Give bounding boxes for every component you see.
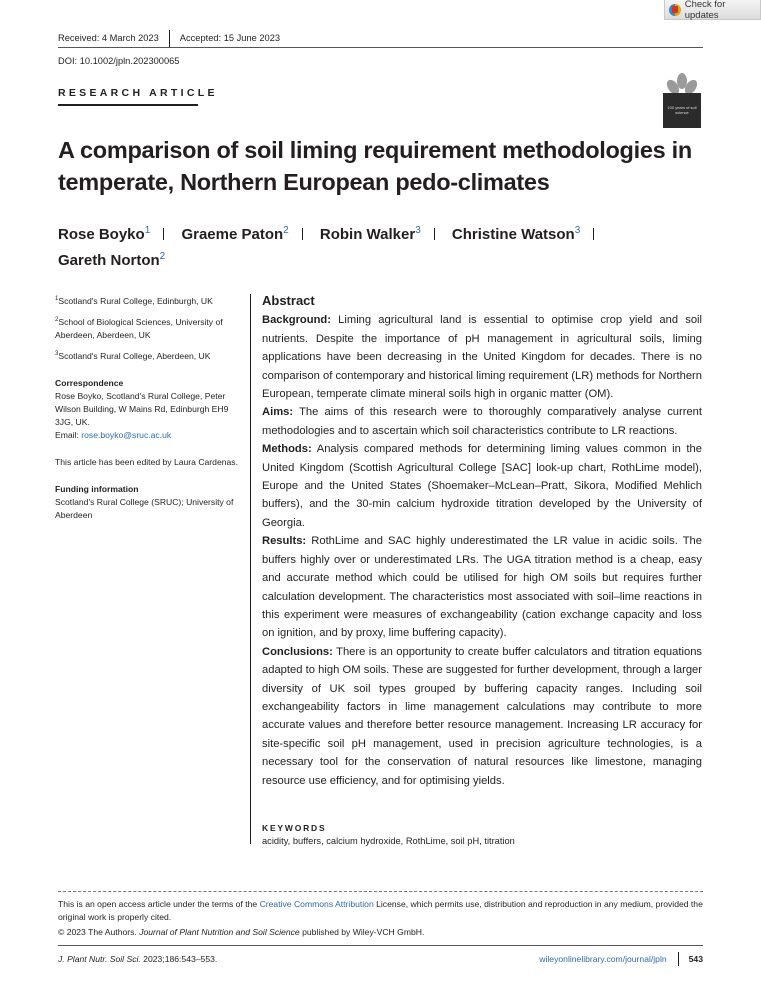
abstract <box>262 292 702 790</box>
copyright: © 2023 The Authors. Journal of Plant Nutrition and Soil Science published by Wiley-VCH GmbH. <box>58 927 425 937</box>
author[interactable]: Christine Watson$^3$ <box>451 225 581 243</box>
header-rule <box>58 47 703 48</box>
keywords <box>262 823 702 846</box>
abstract-methods: Methods: Analysis compared methods for determining liming values common in the United Kingdom (Scottish Agricultural College [SAC] look-up chart, RothLime model), Europe and the United States (Shoemaker–McLean–Pratt, Sikora, Modified Mehlich buffers), and the 30-min calcium hydroxide titration developed by the University of Georgia. <box>262 443 702 529</box>
affiliation: $^2$School of Biological Sciences, University of Aberdeen, Aberdeen, UK <box>55 316 223 340</box>
email-label: Email: <box>55 429 82 440</box>
keywords-heading: KEYWORDS <box>262 823 327 833</box>
abstract-heading: Abstract <box>262 293 315 308</box>
email-link[interactable]: rose.boyko@sruc.ac.uk <box>81 429 172 440</box>
abstract-aims: Aims: The aims of this research were to thoroughly comparatively analyse current methodologies and to ascertain which soil characteristics contribute to LR reactions. <box>262 406 703 437</box>
keywords-list: acidity, buffers, calcium hydroxide, RothLime, soil pH, titration <box>262 836 515 846</box>
abstract-results: Results: RothLime and SAC highly underestimated the LR value in acidic soils. The buffers highly over or underestimated LRs. The UGA titration method is a cheap, easy and accurate method which could be utilised for high OM soils but requires further calculation development. The characteristics most associated with soil–lime reactions in this experiment were measures of exchangeability (cation exchange capacity and loss on ignition, and by proxy, lime buffering capacity). <box>262 535 702 640</box>
divider <box>678 952 679 966</box>
edited-by: This article has been edited by Laura Cardenas. <box>55 456 238 467</box>
author[interactable]: Gareth Norton$^2$ <box>58 251 166 269</box>
received-date: Received: 4 March 2023 <box>58 33 159 43</box>
column-divider <box>250 294 251 844</box>
divider <box>169 30 170 47</box>
doi: DOI: 10.1002/jpln.202300065 <box>58 56 180 66</box>
affiliation: $^1$Scotland's Rural College, Edinburgh, UK <box>55 295 213 306</box>
check-for-updates-button[interactable] <box>664 0 761 20</box>
page-footer <box>58 952 703 966</box>
affiliation: $^3$Scotland's Rural College, Aberdeen, UK <box>55 350 211 361</box>
logo-text: 100 years of soil science <box>663 93 701 128</box>
footer-rule <box>58 945 703 946</box>
correspondence-heading: Correspondence <box>55 377 124 388</box>
crossmark-icon <box>669 4 681 16</box>
article-type: RESEARCH ARTICLE <box>58 87 218 99</box>
article-dates <box>58 33 280 47</box>
license-notice: This is an open access article under the terms of the Creative Commons Attribution License, which permits use, distribution and reproduction in any medium, provided the original work is properly cited. © 2023 The Authors. Journal of Plant Nutrition and Soil Science published by Wiley-VCH GmbH. <box>58 899 703 937</box>
accepted-date: Accepted: 15 June 2023 <box>179 33 281 43</box>
dashed-divider <box>58 891 703 892</box>
author[interactable]: Robin Walker$^3$ <box>319 225 421 243</box>
author[interactable]: Graeme Paton$^2$ <box>181 225 289 243</box>
correspondence-text: Rose Boyko, Scotland's Rural College, Peter Wilson Building, W Mains Rd, Edinburgh EH9 3JG, UK. <box>55 390 229 427</box>
citation: J. Plant Nutr. Soil Sci. 2023;186:543–553. <box>58 954 218 964</box>
article-info-column <box>55 293 245 522</box>
abstract-background: Background: Liming agricultural land is essential to optimise crop yield and soil nutrients. Despite the importance of pH management in agricultural soils, liming applications have been decreasing in the United Kingdom for decades. There is no comparison of contemporary and historical liming requirement (LR) methods for Northern European, temperate climate mineral soils high in organic matter (OM). <box>262 314 703 401</box>
funding-heading: Funding information <box>55 483 139 494</box>
article-title: A comparison of soil liming requirement methodologies in temperate, Northern European pedo-climates <box>58 137 692 195</box>
page-number: 543 <box>688 954 703 964</box>
author[interactable]: Rose Boyko$^1$ <box>58 225 151 243</box>
author-list <box>58 220 698 272</box>
society-logo <box>663 73 701 128</box>
article-type-rule <box>58 104 198 106</box>
funding-text: Scotland's Rural College (SRUC); University of Aberdeen <box>55 496 234 520</box>
journal-url-link[interactable]: wileyonlinelibrary.com/journal/jpln <box>539 954 667 964</box>
check-for-updates-label: Check for updates <box>684 0 726 21</box>
abstract-conclusions: Conclusions: There is an opportunity to create buffer calculators and titration equations adapted to high OM soils. These are suggested for further development, through a larger diversity of UK soil types grouped by buffering capacity ranges. Including soil exchangeability factors in lime management calculations may contribute to more accurate values and therefore better resource management. Increasing LR accuracy for site-specific soil pH management, used in precision agriculture technologies, is a necessary tool for the conservation of natural resources like limestone, managing resource use efficiency, and for optimising yields. <box>262 645 703 787</box>
cc-license-link[interactable]: Creative Commons Attribution <box>259 899 374 909</box>
